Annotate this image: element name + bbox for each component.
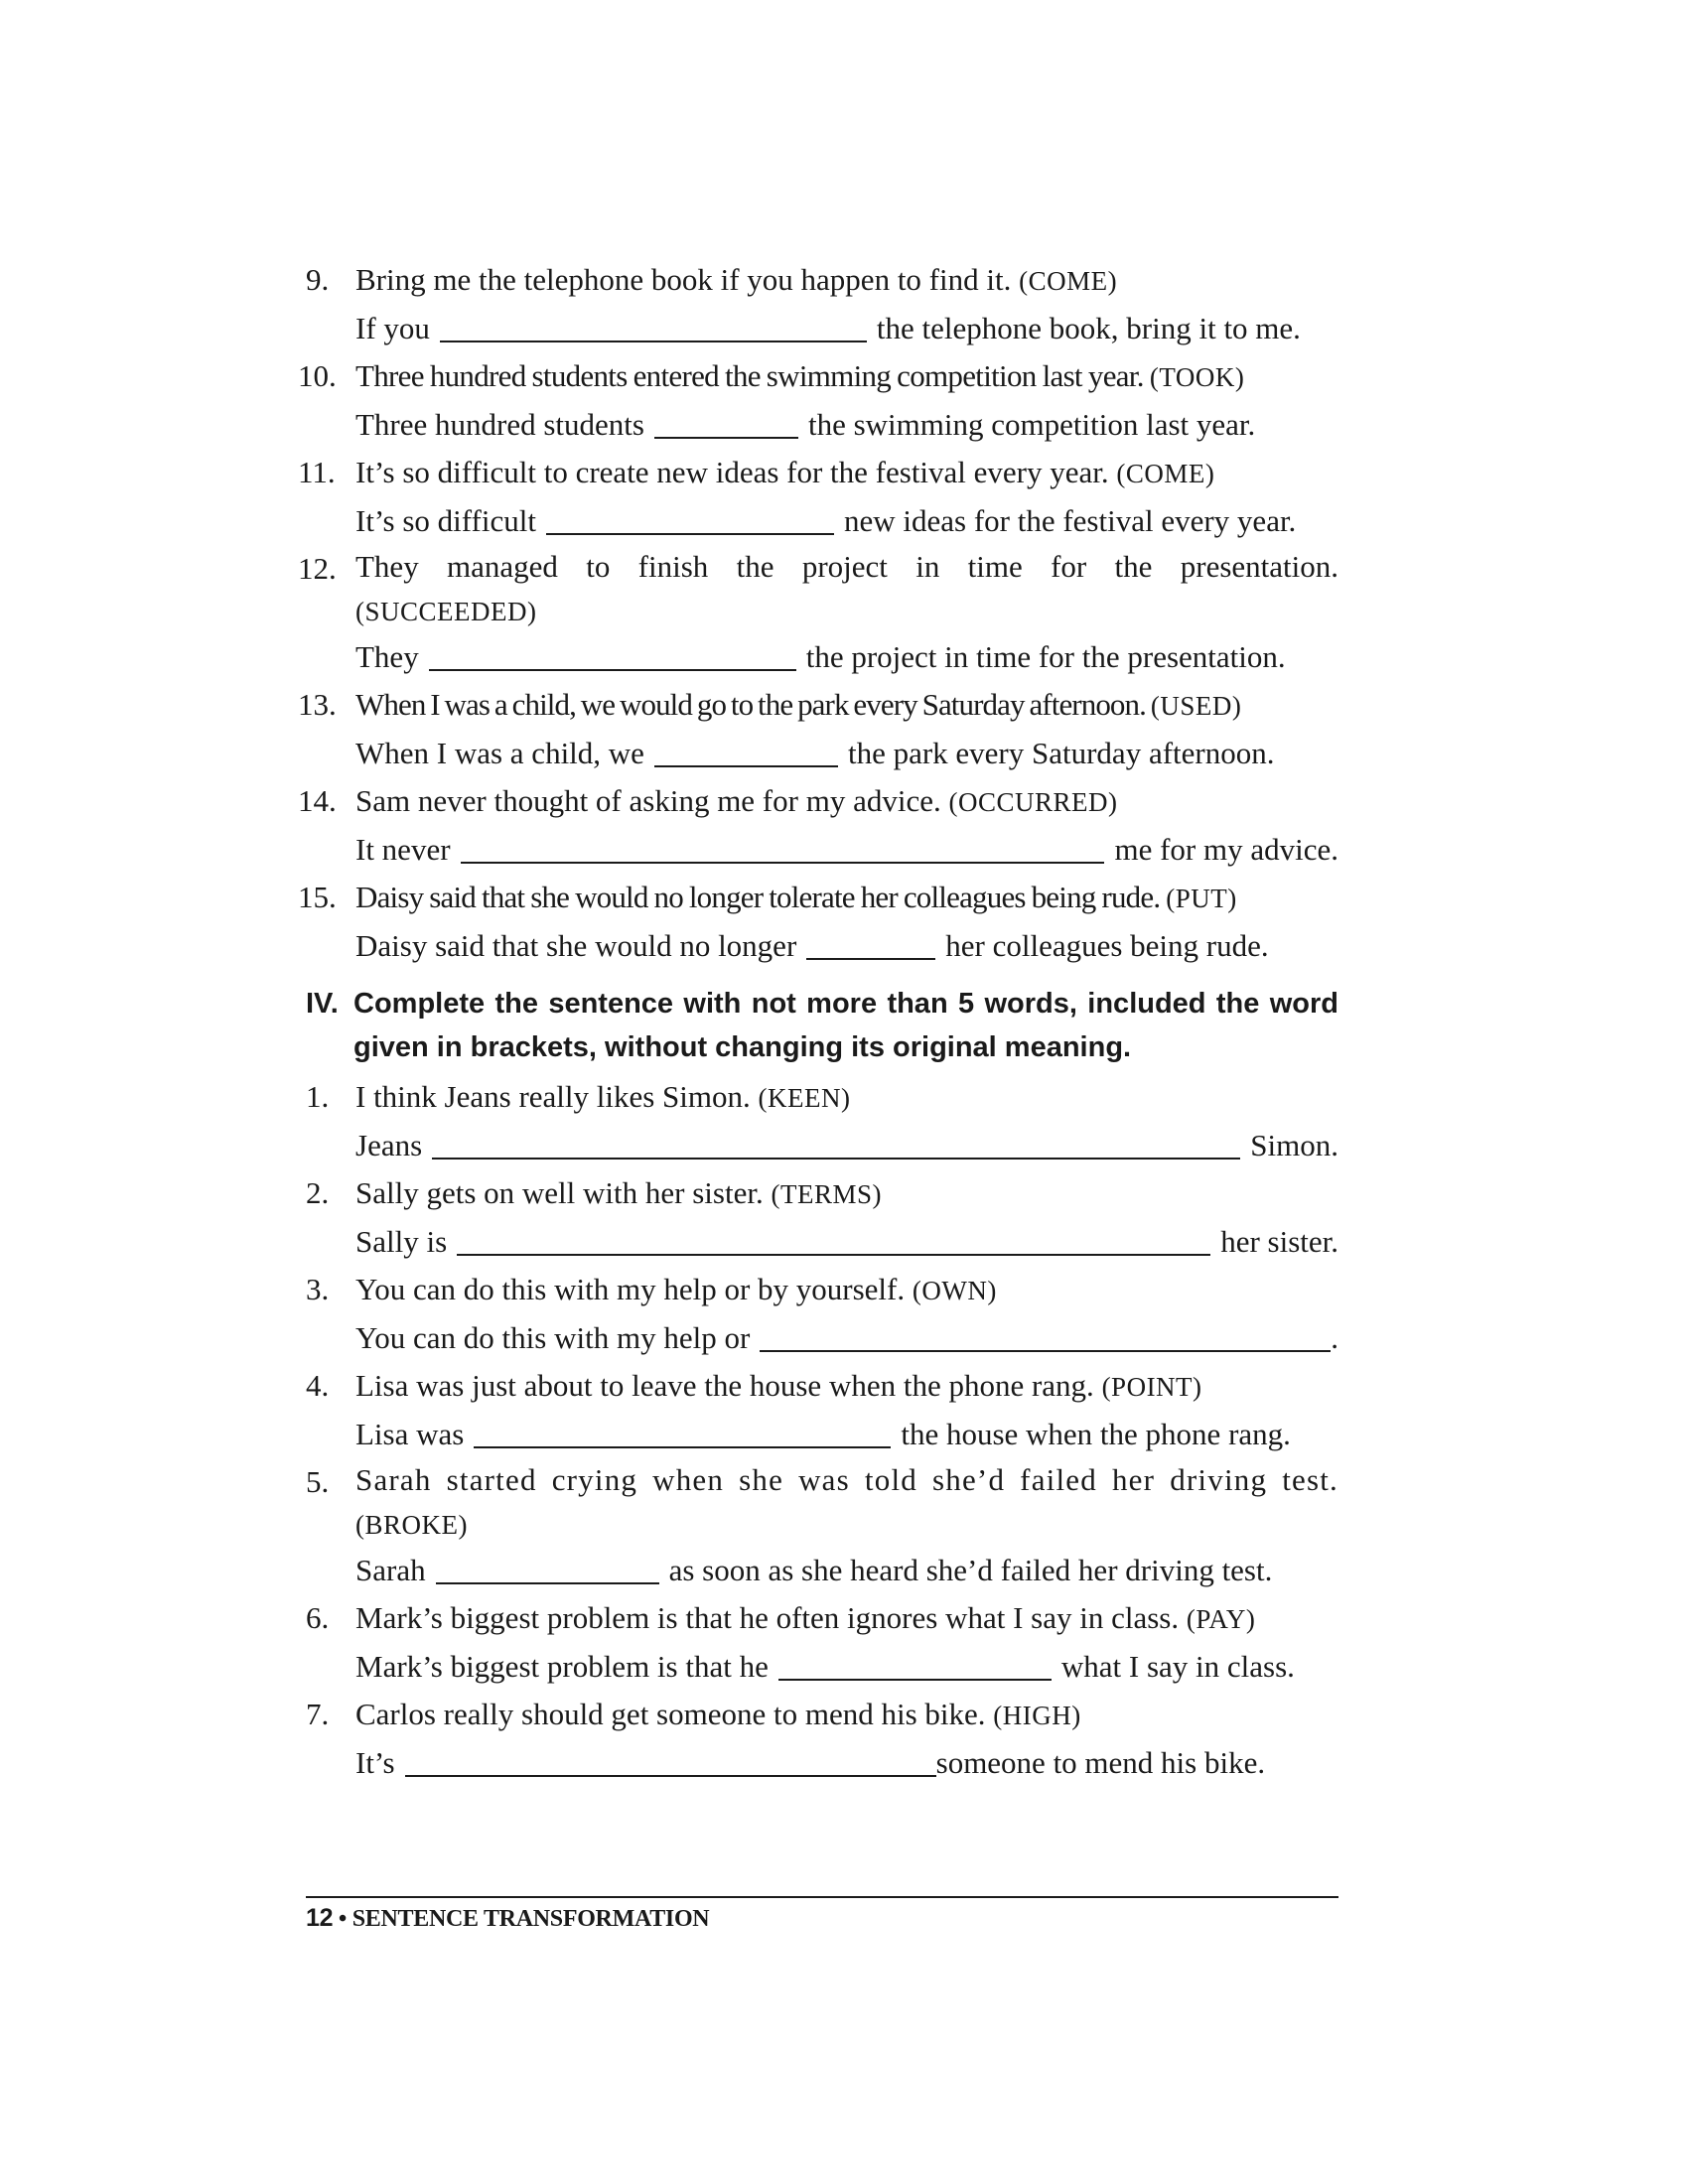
answer-blank[interactable] — [405, 1745, 936, 1777]
item-prompt: It’s so difficult to create new ideas for the festival every year. (COME) — [355, 455, 1215, 489]
footer-rule — [306, 1896, 1338, 1898]
answer-line: It’s someone to mend his bike. — [355, 1745, 1266, 1780]
exercise-item-12 — [298, 545, 1338, 681]
exercise-item-10 — [298, 352, 1338, 449]
keyword: (BROKE) — [355, 1510, 468, 1540]
item-prompt: Mark’s biggest problem is that he often ignores what I say in class. (PAY) — [355, 1600, 1256, 1635]
keyword: (TERMS) — [771, 1179, 882, 1209]
exercise-item-4 — [306, 1362, 1338, 1458]
answer-line: It never me for my advice. — [355, 832, 1338, 867]
answer-blank[interactable] — [436, 1553, 659, 1584]
item-number: 13. — [298, 687, 337, 722]
keyword: (PUT) — [1166, 884, 1237, 913]
keyword: (PAY) — [1186, 1604, 1256, 1634]
answer-line: Mark’s biggest problem is that he what I say in class. — [355, 1649, 1295, 1684]
answer-line: Lisa was the house when the phone rang. — [355, 1417, 1291, 1451]
keyword: (OCCURRED) — [948, 787, 1118, 817]
answer-blank[interactable] — [806, 928, 935, 960]
answer-line: Jeans Simon. — [355, 1128, 1338, 1162]
item-number: 9. — [306, 262, 330, 297]
answer-blank[interactable] — [457, 1224, 1210, 1256]
answer-blank[interactable] — [654, 407, 798, 439]
answer-blank[interactable] — [432, 1128, 1240, 1160]
item-prompt: Sam never thought of asking me for my advice. (OCCURRED) — [355, 783, 1118, 818]
page-number: 12 — [306, 1904, 334, 1932]
item-prompt: I think Jeans really likes Simon. (KEEN) — [355, 1079, 851, 1114]
answer-line: Sarah as soon as she heard she’d failed her driving test. — [355, 1553, 1273, 1587]
keyword: (KEEN) — [758, 1083, 851, 1113]
keyword: (HIGH) — [993, 1701, 1081, 1730]
item-prompt: When I was a child, we would go to the park every Saturday afternoon. (USED) — [355, 687, 1242, 722]
book-title: SENTENCE TRANSFORMATION — [352, 1906, 710, 1932]
item-number: 1. — [306, 1079, 330, 1114]
item-prompt: Bring me the telephone book if you happen to find it. (COME) — [355, 262, 1118, 297]
answer-blank[interactable] — [760, 1320, 1331, 1352]
footer-text — [306, 1904, 1338, 1933]
answer-line: Sally is her sister. — [355, 1224, 1338, 1259]
answer-blank[interactable] — [654, 736, 838, 767]
section-instructions: Complete the sentence with not more than 5 words, included the word given in brackets, without changing its original meaning. — [353, 988, 1338, 1063]
answer-line: Daisy said that she would no longer her colleagues being rude. — [355, 928, 1269, 963]
exercise-item-3 — [306, 1266, 1338, 1362]
keyword: (COME) — [1019, 266, 1118, 296]
item-number: 4. — [306, 1368, 330, 1403]
answer-blank[interactable] — [440, 311, 867, 342]
item-prompt: Daisy said that she would no longer tolerate her colleagues being rude. (PUT) — [355, 880, 1237, 914]
item-number: 14. — [298, 783, 337, 818]
answer-line: Three hundred students the swimming competition last year. — [355, 407, 1256, 442]
item-number: 3. — [306, 1272, 330, 1306]
answer-blank[interactable] — [429, 639, 796, 671]
item-prompt: Carlos really should get someone to mend his bike. (HIGH) — [355, 1697, 1081, 1731]
exercise-item-15 — [298, 874, 1338, 970]
item-number: 5. — [306, 1464, 330, 1499]
item-prompt: Sarah started crying when she was told she’d failed her driving test. (BROKE) — [355, 1462, 1338, 1540]
item-number: 2. — [306, 1175, 330, 1210]
keyword: (USED) — [1150, 691, 1242, 721]
exercise-item-11 — [298, 449, 1338, 545]
keyword: (SUCCEEDED) — [355, 597, 537, 626]
keyword: (COME) — [1116, 459, 1215, 488]
item-prompt: Sally gets on well with her sister. (TERMS) — [355, 1175, 882, 1210]
item-number: 10. — [298, 358, 337, 393]
answer-blank[interactable] — [461, 832, 1105, 864]
section-heading — [306, 982, 1338, 1069]
answer-blank[interactable] — [546, 503, 834, 535]
exercise-item-9 — [306, 256, 1338, 352]
exercise-item-6 — [306, 1594, 1338, 1691]
item-number: 15. — [298, 880, 337, 914]
answer-blank[interactable] — [474, 1417, 891, 1448]
exercise-item-1 — [306, 1073, 1338, 1169]
exercise-item-14 — [298, 777, 1338, 874]
exercise-item-5 — [306, 1458, 1338, 1594]
answer-line: When I was a child, we the park every Saturday afternoon. — [355, 736, 1275, 770]
item-number: 6. — [306, 1600, 330, 1635]
item-prompt: They managed to finish the project in time for the presentation. (SUCCEEDED) — [355, 549, 1338, 626]
footer-bullet: • — [338, 1906, 348, 1932]
exercise-item-7 — [306, 1691, 1338, 1787]
exercise-item-2 — [306, 1169, 1338, 1266]
answer-line: They the project in time for the presentation. — [355, 639, 1286, 674]
item-prompt: Three hundred students entered the swimming competition last year. (TOOK) — [355, 358, 1245, 393]
keyword: (TOOK) — [1149, 362, 1245, 392]
item-number: 11. — [298, 455, 336, 489]
exercise-item-13 — [298, 681, 1338, 777]
answer-line: If you the telephone book, bring it to me. — [355, 311, 1301, 345]
item-prompt: You can do this with my help or by yourself. (OWN) — [355, 1272, 997, 1306]
item-prompt: Lisa was just about to leave the house when the phone rang. (POINT) — [355, 1368, 1202, 1403]
answer-blank[interactable] — [778, 1649, 1052, 1681]
page-footer — [306, 1896, 1338, 1933]
keyword: (POINT) — [1101, 1372, 1202, 1402]
worksheet-page — [298, 256, 1338, 1787]
item-number: 12. — [298, 551, 337, 586]
keyword: (OWN) — [912, 1276, 997, 1305]
item-number: 7. — [306, 1697, 330, 1731]
answer-line: It’s so difficult new ideas for the festival every year. — [355, 503, 1297, 538]
answer-line: You can do this with my help or . — [355, 1320, 1338, 1355]
section-number: IV. — [306, 988, 339, 1020]
